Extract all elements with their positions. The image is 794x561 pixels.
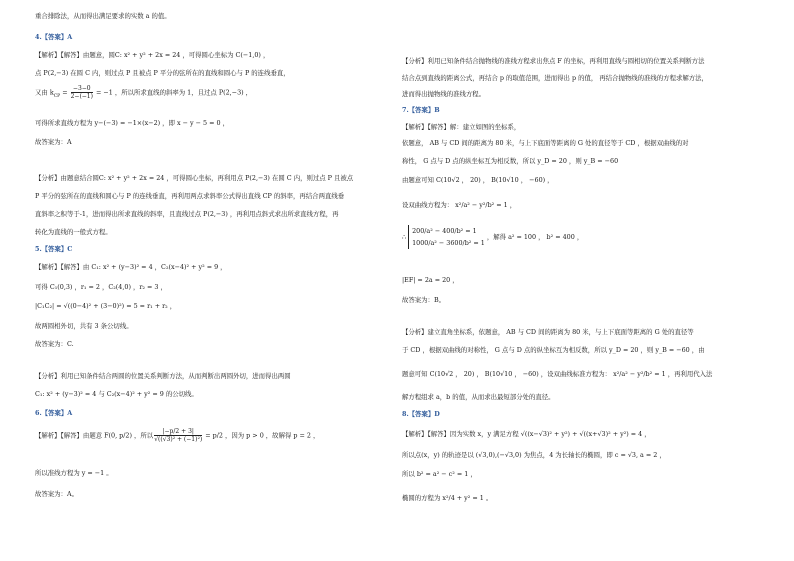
text-segment: ，解得 a² = 100 ， b² = 400 ，	[484, 233, 584, 241]
solution-line: |EF| = 2a = 20 ，	[402, 276, 459, 284]
fraction-denominator: 2−(−1)	[70, 93, 93, 100]
solution-line: 所以准线方程为 y = −1 。	[35, 469, 113, 477]
analysis-line: P 平分的弦所在的直线和圆心与 P 的连线垂直，再利用两点求斜率公式得出直线 CP 的斜率，再结合两直线垂	[35, 192, 345, 200]
left-column	[35, 0, 392, 561]
analysis-line: 于 CD ，根据双曲线的对称性， G 点与 D 点的纵坐标互为相反数，所以 y_D = 20 ，则 y_B = −60 ，由	[402, 346, 705, 354]
answer-heading-q8: 8.【答案】D	[402, 410, 440, 418]
solution-line: 【解析】【解答】由题意，圆C: x² + y² + 2x = 24 ，可得圆心坐标为 C(−1,0) ，	[35, 51, 270, 59]
solution-line-slope	[35, 85, 252, 101]
answer-heading-q7: 7.【答案】B	[402, 106, 440, 114]
analysis-line: 【分析】利用已知条件结合两圆的位置关系判断方法，从而判断出两圆外切，进而得出两圆	[35, 372, 291, 380]
fraction-denominator: √((√3)² + (−1)²)	[154, 436, 203, 443]
solution-line: |C₁C₂| = √((0−4)² + (3−0)²) = 5 = r₁ + r₂ ，	[35, 302, 177, 310]
text-line: 重合排除法，从而得出满足要求的实数 a 的值。	[35, 12, 171, 20]
solution-line: 可得 C₁(0,3) ，r₁ = 2 ，C₂(4,0) ，r₂ = 3 ，	[35, 283, 167, 291]
solution-line: 称性， G 点与 D 点的纵坐标互为相反数，所以 y_D = 20 ，则 y_B = −60	[402, 157, 619, 165]
answer-heading-q5: 5.【答案】C	[35, 245, 73, 253]
system-equation-2: 1000/a² − 3600/b² = 1	[412, 239, 485, 247]
analysis-line: C₁: x² + (y−3)² = 4 与 C₂(x−4)² + y² = 9 的公切线。	[35, 390, 198, 398]
solution-line: 【解析】【解答】因为实数 x，y 满足方程 √((x−√3)² + y²) + √((x+√3)² + y²) = 4 ，	[402, 430, 651, 438]
solution-line: 故答案为：B。	[402, 296, 446, 304]
solution-line-focus	[35, 428, 319, 443]
analysis-line: 直斜率之积等于-1，进而得出所求直线的斜率，且直线过点 P(2,−3) ，再利用点斜式求出所求直线方程，再	[35, 210, 339, 218]
analysis-line: 【分析】由题意结合圆C: x² + y² + 2x = 24 ，可得圆心坐标，再利用点 P(2,−3) 在圆 C 内，则过点 P 且被点	[35, 174, 354, 182]
text-segment: = −1 ，所以所求直线的斜率为 1，且过点 P(2,−3) ，	[93, 88, 253, 97]
text-segment: 【解析】【解答】由题意 F(0, p/2) ，所以	[35, 431, 154, 440]
therefore-symbol: ∴	[402, 233, 407, 241]
text-segment: =	[60, 88, 70, 97]
analysis-line: 【分析】利用已知条件结合抛物线的准线方程求出焦点 F 的坐标，再利用直线与圆相切的位置关系判断方法	[402, 57, 705, 65]
solution-line: 【解析】【解答】解：建立如图的坐标系，	[402, 123, 521, 131]
solution-line: 故答案为：C.	[35, 340, 74, 348]
solution-line: 设双曲线方程为： x²/a² − y²/b² = 1 ，	[402, 201, 517, 209]
analysis-line: 转化为直线的一般式方程。	[35, 228, 112, 236]
solution-line: 故两圆相外切，共有 3 条公切线。	[35, 322, 133, 330]
solution-line: 故答案为：A。	[35, 490, 78, 498]
solution-line: 依题意， AB 与 CD 间的距离为 80 米，与上下底面等距离的 G 处的直径等于 CD ，根据双曲线的对	[402, 139, 689, 147]
solution-line: 所以 b² = a² − c² = 1 ，	[402, 470, 477, 478]
analysis-line: 【分析】建立直角坐标系，依题意， AB 与 CD 间的距离为 80 米，与上下底面等距离的 G 处的直径等	[402, 328, 694, 336]
solution-line: 由题意可知 C(10√2 ， 20) ， B(10√10 ， −60) ，	[402, 176, 554, 184]
fraction	[71, 85, 93, 100]
text-segment: 又由 k	[35, 88, 54, 97]
fraction-numerator: |−p/2 + 3|	[154, 428, 202, 436]
solution-line: 所以点(x，y) 的轨迹是以 (√3,0),(−√3,0) 为焦点，4 为长轴长的椭圆，即 c = √3, a = 2 ，	[402, 451, 666, 459]
solution-line: 可得所求直线方程为 y−(−3) = −1×(x−2) ，即 x − y − 5 = 0 ，	[35, 119, 229, 127]
system-equation-1: 200/a² − 400/b² = 1	[412, 227, 477, 235]
solution-line: 点 P(2,−3) 在圆 C 内，则过点 P 且被点 P 平分的弦所在的直线和圆心与 P 的连线垂直，	[35, 69, 290, 77]
text-segment: = p/2 ，因为 p > 0 ，故解得 p = 2 ，	[203, 431, 320, 440]
answer-heading-q6: 6.【答案】A	[35, 409, 73, 417]
analysis-line: 进而得出抛物线的准线方程。	[402, 90, 486, 98]
analysis-line: 题意可知 C(10√2 ， 20) ， B(10√10 ， −60) ，设双曲线标准方程为： x²/a² − y²/b² = 1 ，再利用代入法	[402, 370, 713, 378]
right-column	[402, 0, 759, 561]
analysis-line: 结合点到直线的距离公式，再结合 p 的取值范围，进而得出 p 的值， 再结合抛物线的准线的方程求解方法，	[402, 74, 708, 82]
fraction-numerator: −3−0	[71, 85, 93, 93]
solution-line: 【解析】【解答】由 C₁: x² + (y−3)² = 4 ，C₂(x−4)² + y² = 9 ，	[35, 263, 227, 271]
equation-system	[402, 225, 583, 249]
solution-line: 椭圆的方程为 x²/4 + y² = 1 。	[402, 494, 493, 502]
answer-heading-q4: 4.【答案】A	[35, 33, 73, 41]
solution-line: 故答案为：A	[35, 138, 72, 146]
subscript: CP	[53, 93, 61, 99]
system-brace	[408, 225, 485, 249]
analysis-line: 解方程组求 a，b 的值，从而求出最短部分处的直径。	[402, 393, 555, 401]
fraction	[154, 428, 202, 443]
